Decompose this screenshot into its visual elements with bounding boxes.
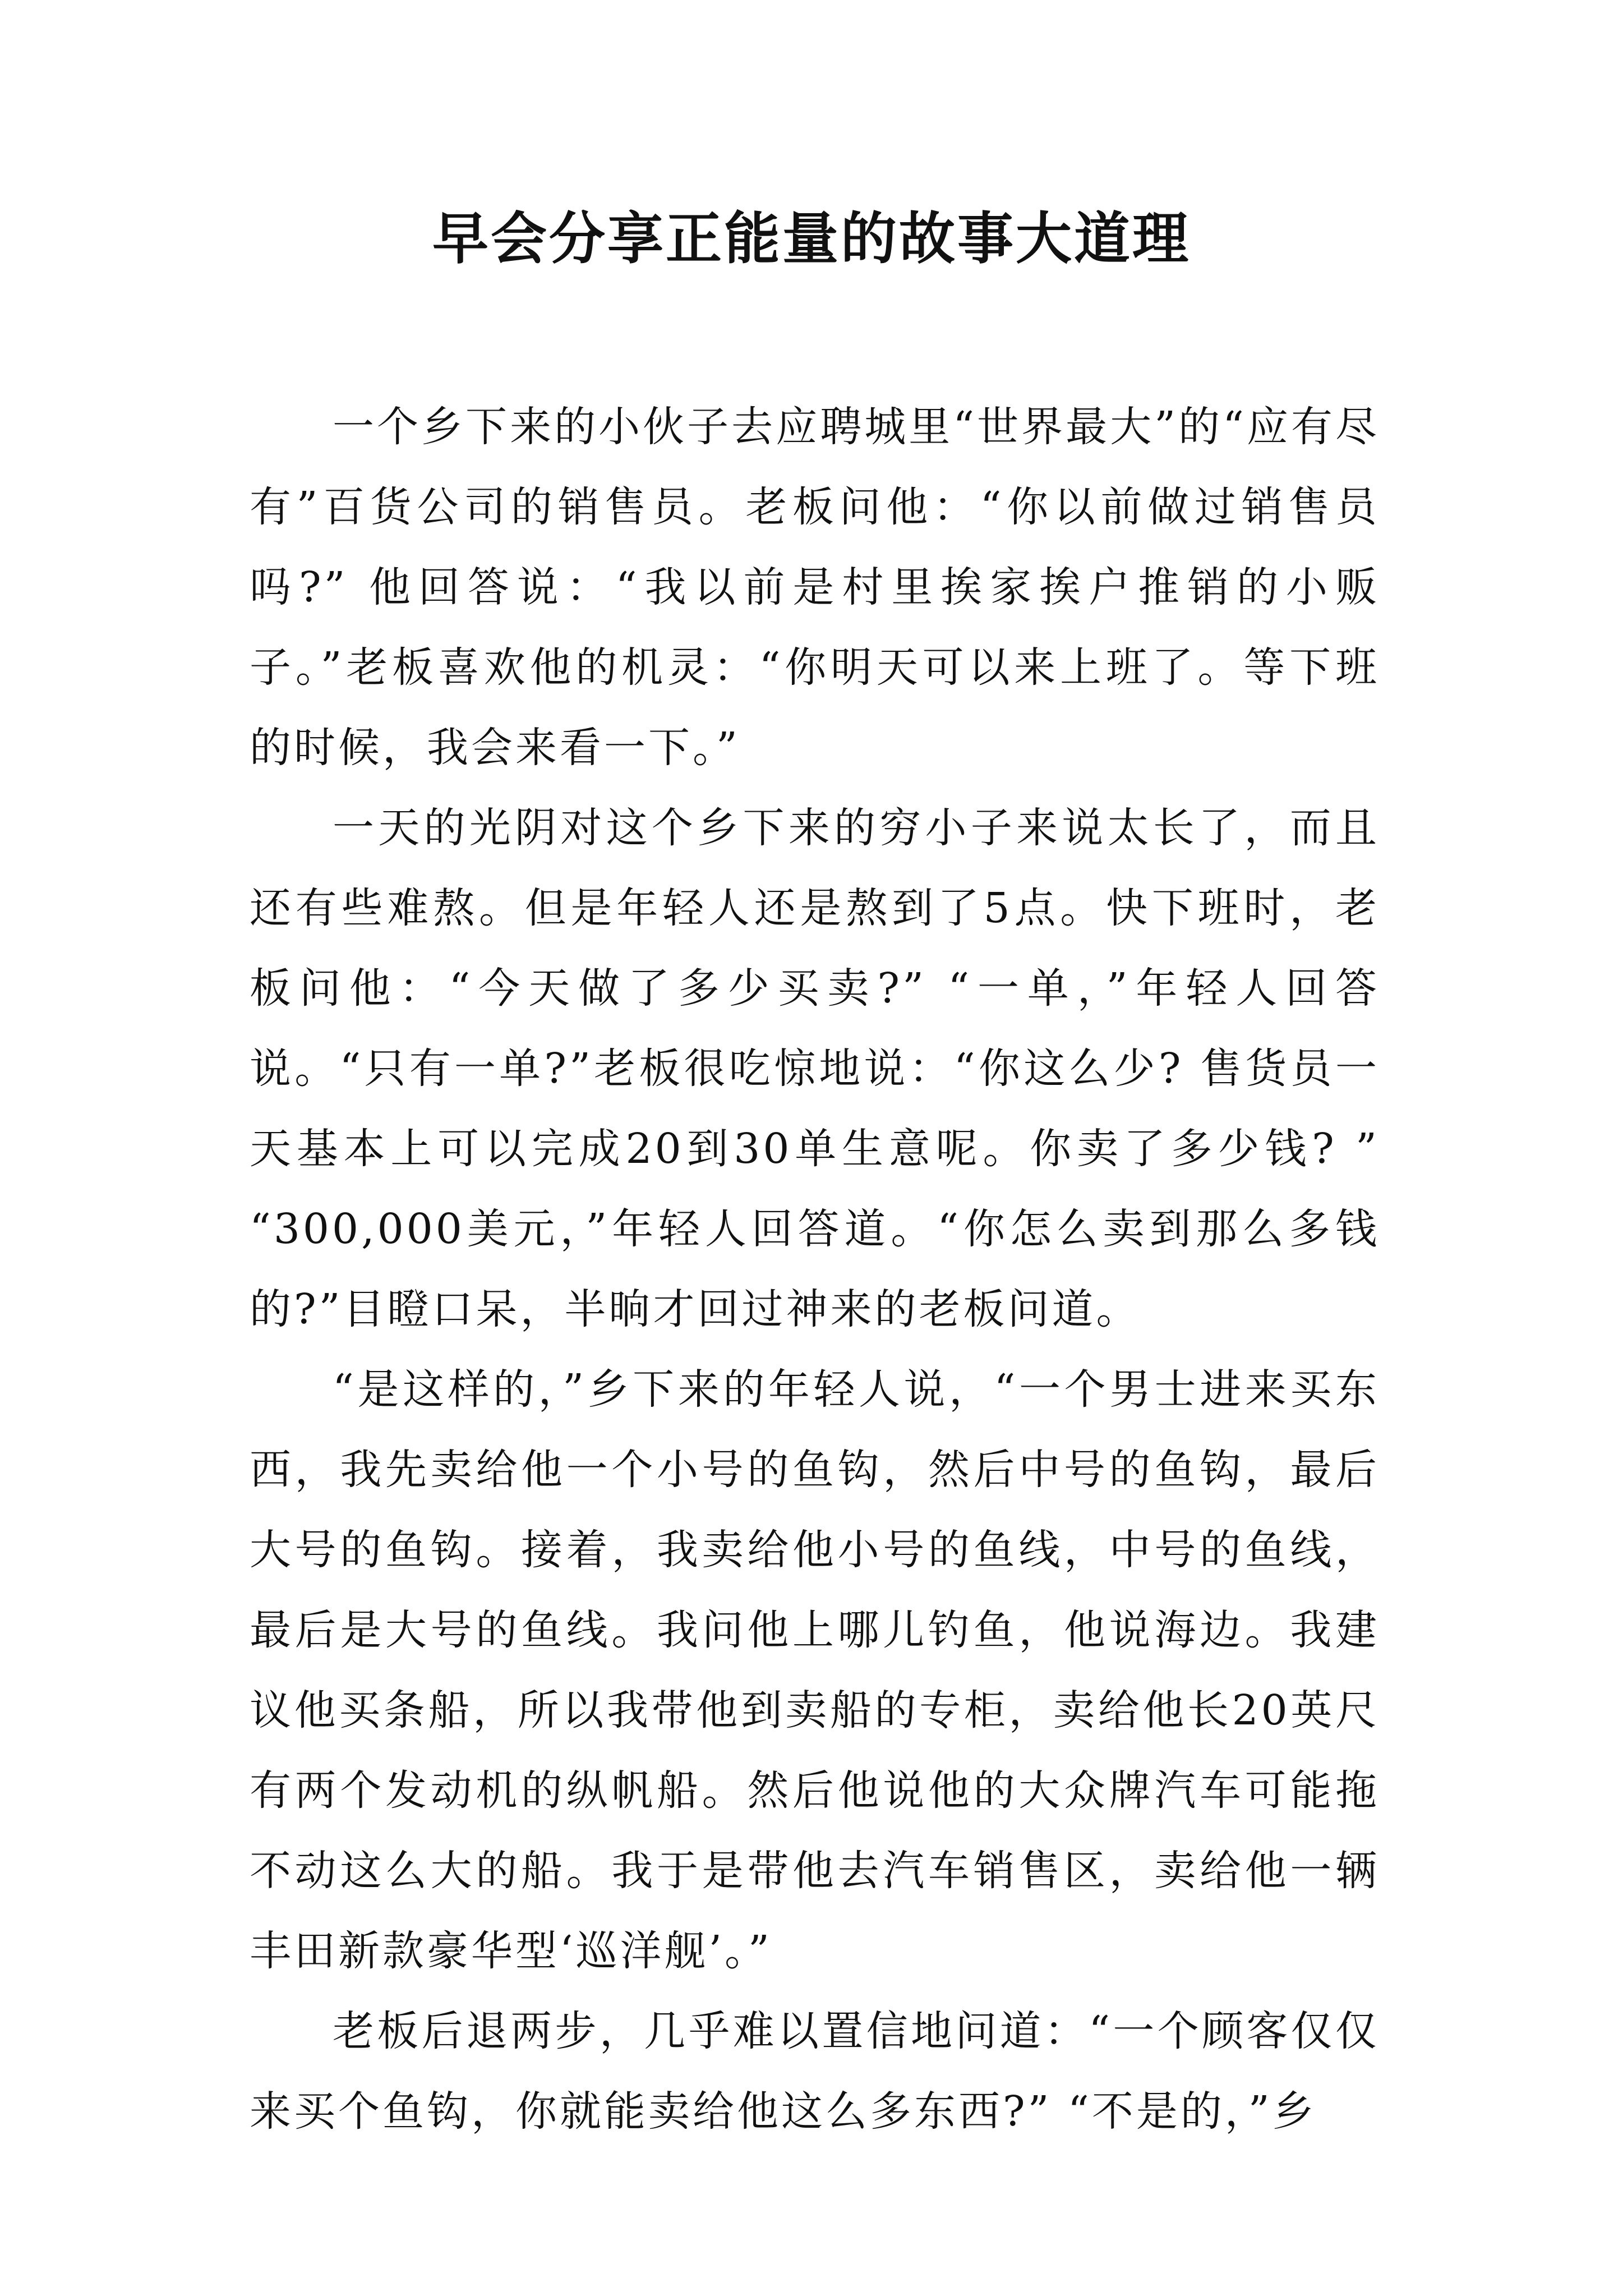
paragraph: “是这样的，”乡下来的年轻人说，“一个男士进来买东西，我先卖给他一个小号的鱼钩，然后中号的鱼钩，最后大号的鱼钩。接着，我卖给他小号的鱼线，中号的鱼线，最后是大号的鱼线。我问他上哪儿钓鱼，他说海边。我建议他买条船，所以我带他到卖船的专柜，卖给他长20英尺有两个发动机的纵帆船。然后他说他的大众牌汽车可能拖不动这么大的船。我于是带他去汽车销售区，卖给他一辆丰田新款豪华型‘巡洋舰’。” [250,1365,1380,1975]
document-body [250,387,1380,2152]
document-title: 早会分享正能量的故事大道理 [432,205,1191,272]
paragraph: 老板后退两步，几乎难以置信地问道：“一个顾客仅仅来买个鱼钩，你就能卖给他这么多东西?” “不是的，”乡 [250,2007,1380,2136]
paragraph: 一个乡下来的小伙子去应聘城里“世界最大”的“应有尽有”百货公司的销售员。老板问他：“你以前做过销售员吗?” 他回答说：“我以前是村里挨家挨户推销的小贩子。”老板喜欢他的机灵：“你明天可以来上班了。等下班的时候，我会来看一下。” [250,403,1380,772]
paragraph: 一天的光阴对这个乡下来的穷小子来说太长了，而且还有些难熬。但是年轻人还是熬到了5点。快下班时，老板问他：“今天做了多少买卖?” “一单，”年轻人回答说。“只有一单?”老板很吃惊地说：“你这么少? 售货员一天基本上可以完成20到30单生意呢。你卖了多少钱? ” “300,000美元，”年轻人回答道。“你怎么卖到那么多钱的?”目瞪口呆，半晌才回过神来的老板问道。 [250,804,1380,1333]
